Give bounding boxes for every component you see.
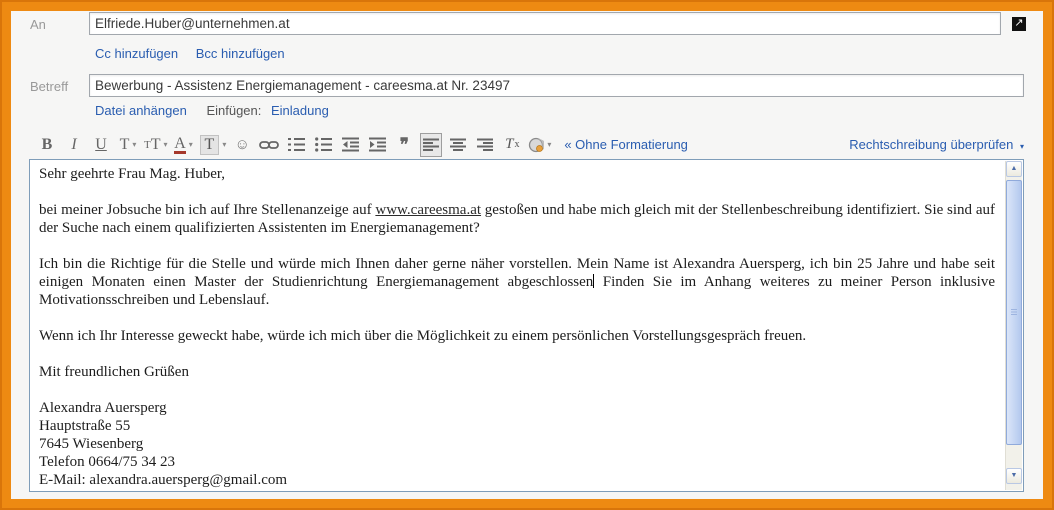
- chevron-down-icon: ▾: [188, 140, 193, 149]
- chevron-down-icon: ▾: [222, 140, 227, 149]
- scroll-down-icon: ▼: [1010, 472, 1018, 479]
- outdent-icon: [342, 137, 359, 152]
- labs-button[interactable]: [528, 133, 551, 157]
- body-paragraph: E-Mail: alexandra.auersperg@gmail.com: [39, 472, 288, 488]
- body-paragraph: [39, 345, 995, 363]
- body-paragraph: [39, 237, 995, 255]
- chevron-down-icon: ▾: [1019, 142, 1024, 151]
- chevron-down-icon: ▾: [547, 140, 552, 149]
- numbered-list-icon: [288, 137, 305, 152]
- font-size-icon: T: [144, 138, 151, 151]
- align-center-button[interactable]: [447, 133, 469, 157]
- body-paragraph: [39, 183, 995, 201]
- spellcheck-link[interactable]: [849, 137, 1024, 152]
- insert-invitation-link[interactable]: Einladung: [271, 103, 329, 118]
- body-paragraph: Wenn ich Ihr Interesse geweckt habe, würde ich mich über die Möglichkeit zu einem persönlichen Vorstellungsgespräch freuen.: [39, 328, 807, 344]
- bulleted-list-icon: [315, 137, 332, 152]
- align-center-icon: [450, 138, 466, 152]
- globe-icon: [528, 137, 544, 153]
- cc-bcc-row: [95, 46, 285, 61]
- plain-text-link[interactable]: « Ohne Formatierung: [564, 137, 688, 152]
- underline-icon: U: [95, 135, 107, 153]
- subject-label: Betreff: [30, 79, 69, 94]
- body-paragraph: [39, 381, 995, 399]
- formatting-toolbar: [36, 131, 1024, 158]
- spellcheck-label: Rechtschreibung überprüfen: [849, 137, 1014, 152]
- font-size-button[interactable]: [144, 133, 168, 157]
- remove-formatting-button[interactable]: [501, 133, 523, 157]
- remove-formatting-icon: T: [505, 136, 514, 152]
- remove-formatting-x: x: [514, 139, 520, 150]
- text-caret: [593, 274, 594, 288]
- body-paragraph: [39, 309, 995, 327]
- italic-icon: I: [71, 135, 77, 153]
- font-icon: T: [119, 135, 130, 153]
- scroll-up-button[interactable]: [1006, 161, 1022, 177]
- align-left-icon: [423, 138, 439, 152]
- message-body-box: [29, 159, 1024, 492]
- emoji-button[interactable]: [231, 133, 253, 157]
- chevron-down-icon: ▾: [132, 140, 137, 149]
- italic-button[interactable]: [63, 133, 85, 157]
- indent-button[interactable]: [366, 133, 388, 157]
- font-family-button[interactable]: [117, 133, 139, 157]
- add-cc-link[interactable]: Cc hinzufügen: [95, 46, 179, 61]
- scroll-up-icon: ▲: [1010, 165, 1018, 172]
- quote-icon: ❞: [399, 134, 409, 154]
- popout-icon[interactable]: ↗: [1012, 17, 1026, 31]
- quote-button[interactable]: [393, 133, 415, 157]
- numbered-list-button[interactable]: [285, 133, 307, 157]
- insert-label: Einfügen:: [206, 103, 262, 118]
- highlight-color-button[interactable]: [200, 133, 227, 157]
- chevron-down-icon: ▾: [163, 140, 168, 149]
- outdent-button[interactable]: [339, 133, 361, 157]
- align-right-icon: [477, 138, 493, 152]
- attach-row: [95, 103, 329, 118]
- underline-button[interactable]: [90, 133, 112, 157]
- insert-link-button[interactable]: [258, 133, 280, 157]
- body-paragraph: Telefon 0664/75 34 23: [39, 454, 176, 470]
- bold-button[interactable]: [36, 133, 58, 157]
- body-paragraph: Sehr geehrte Frau Mag. Huber,: [39, 166, 226, 182]
- scrollbar-thumb[interactable]: [1006, 180, 1022, 445]
- link-icon: [259, 138, 279, 152]
- emoji-icon: ☺: [234, 136, 250, 153]
- body-link[interactable]: www.careesma.at: [375, 202, 482, 218]
- scrollbar[interactable]: [1005, 161, 1022, 490]
- body-paragraph: Hauptstraße 55: [39, 418, 131, 434]
- align-right-button[interactable]: [474, 133, 496, 157]
- indent-icon: [369, 137, 386, 152]
- to-input[interactable]: [89, 12, 1001, 35]
- attach-file-link[interactable]: Datei anhängen: [95, 103, 187, 118]
- bulleted-list-button[interactable]: [312, 133, 334, 157]
- scroll-down-button[interactable]: [1006, 468, 1022, 484]
- message-body-content[interactable]: [30, 160, 1023, 491]
- text-color-button[interactable]: [173, 133, 195, 157]
- bold-icon: B: [41, 135, 53, 153]
- subject-input[interactable]: [89, 74, 1024, 97]
- text-color-icon: A: [174, 134, 186, 152]
- body-paragraph: Mit freundlichen Grüßen: [39, 364, 189, 380]
- body-paragraph: bei meiner Jobsuche bin ich auf Ihre Stellenanzeige auf www.careesma.at gestoßen und habe mich gleich mit der Stellenbeschreibung identifiziert. Sie sind auf der Suche nach einem qualifizierten Assistenten im Energiemanagement?: [39, 202, 995, 236]
- body-paragraph: 7645 Wiesenberg: [39, 436, 144, 452]
- add-bcc-link[interactable]: Bcc hinzufügen: [195, 46, 285, 61]
- body-paragraph: Alexandra Auersperg: [39, 400, 167, 416]
- font-size-icon-large: T: [150, 135, 161, 153]
- to-label: An: [30, 17, 46, 32]
- body-paragraph: Ich bin die Richtige für die Stelle und würde mich Ihnen daher gerne näher vorstellen. Mein Name ist Alexandra Auersperg, ich bin 25 Jahre und habe seit einigen Monaten einen Master der Studienrichtung Energiemanagement abgeschlossen Finden Sie im Anhang weiteres zu meiner Person inklusive Motivationsschreiben und Lebenslauf.: [39, 256, 995, 308]
- compose-window: [11, 11, 1043, 499]
- highlight-color-icon: T: [200, 135, 220, 155]
- align-left-button[interactable]: [420, 133, 442, 157]
